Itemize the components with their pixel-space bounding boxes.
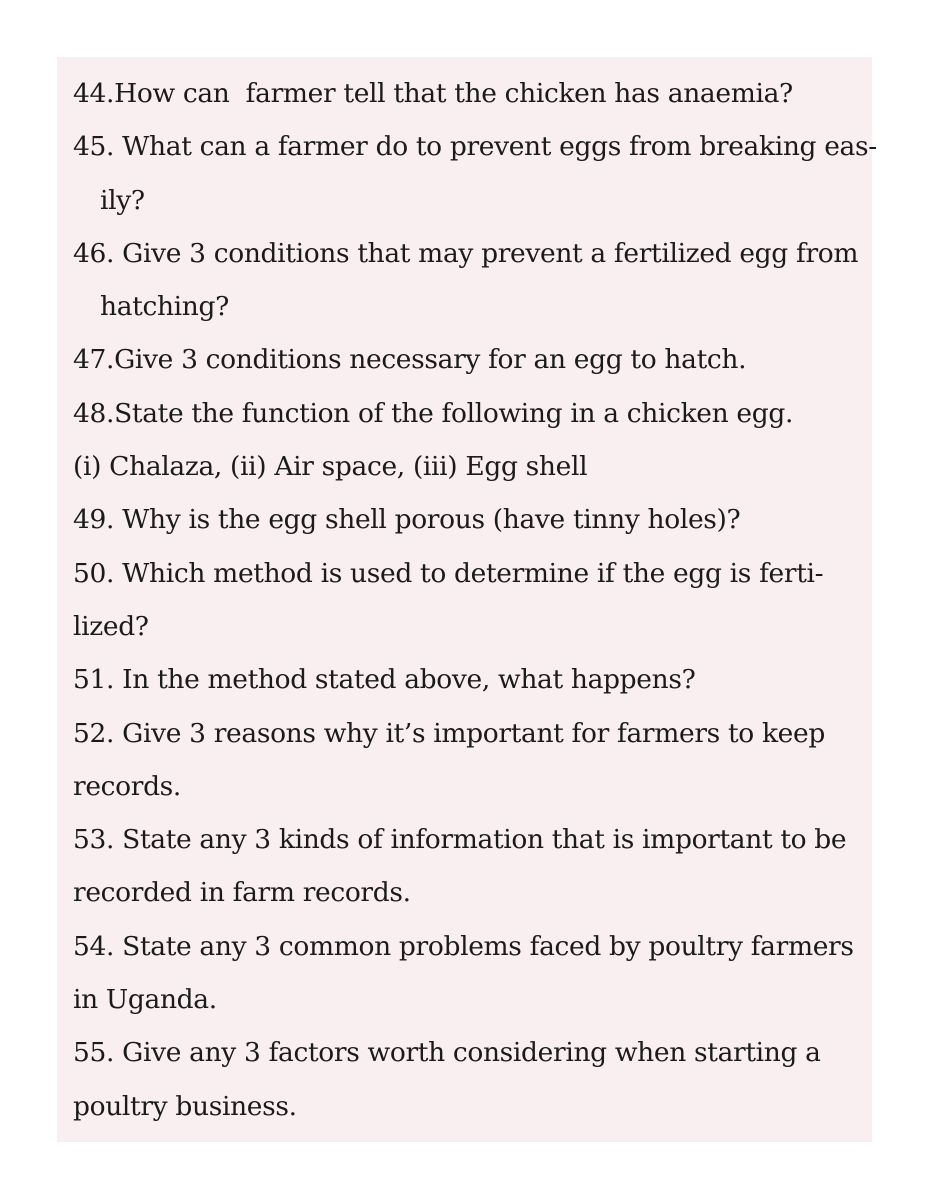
question-list xyxy=(73,67,877,1133)
question-line-54-cont: in Uganda. xyxy=(73,984,217,1016)
question-line-53: 53. State any 3 kinds of information that is important to be xyxy=(73,824,847,856)
question-line-54: 54. State any 3 common problems faced by poultry farmers xyxy=(73,930,854,962)
question-line-50-cont: lized? xyxy=(73,610,149,642)
question-line-55-cont: poultry business. xyxy=(73,1090,297,1122)
question-line-52-cont: records. xyxy=(73,770,182,802)
question-line-45-cont: ily? xyxy=(100,184,145,216)
question-line-48-options: (i) Chalaza, (ii) Air space, (iii) Egg shell xyxy=(73,451,588,483)
question-line-51: 51. In the method stated above, what happens? xyxy=(73,664,696,696)
question-line-44: 44.How can farmer tell that the chicken has anaemia? xyxy=(73,78,793,109)
question-line-55: 55. Give any 3 factors worth considering when starting a xyxy=(73,1037,821,1069)
question-panel xyxy=(57,57,877,1142)
question-line-45: 45. What can a farmer do to prevent eggs from breaking eas- xyxy=(73,131,877,163)
question-line-46: 46. Give 3 conditions that may prevent a fertilized egg from xyxy=(73,237,859,269)
question-line-47: 47.Give 3 conditions necessary for an egg to hatch. xyxy=(73,344,747,376)
question-line-48: 48.State the function of the following in a chicken egg. xyxy=(73,397,794,429)
question-line-50: 50. Which method is used to determine if the egg is ferti- xyxy=(73,557,824,589)
question-line-49: 49. Why is the egg shell porous (have tinny holes)? xyxy=(73,504,741,536)
question-line-46-cont: hatching? xyxy=(100,291,229,323)
question-line-52: 52. Give 3 reasons why it’s important for farmers to keep xyxy=(73,717,825,749)
question-line-53-cont: recorded in farm records. xyxy=(73,877,411,909)
